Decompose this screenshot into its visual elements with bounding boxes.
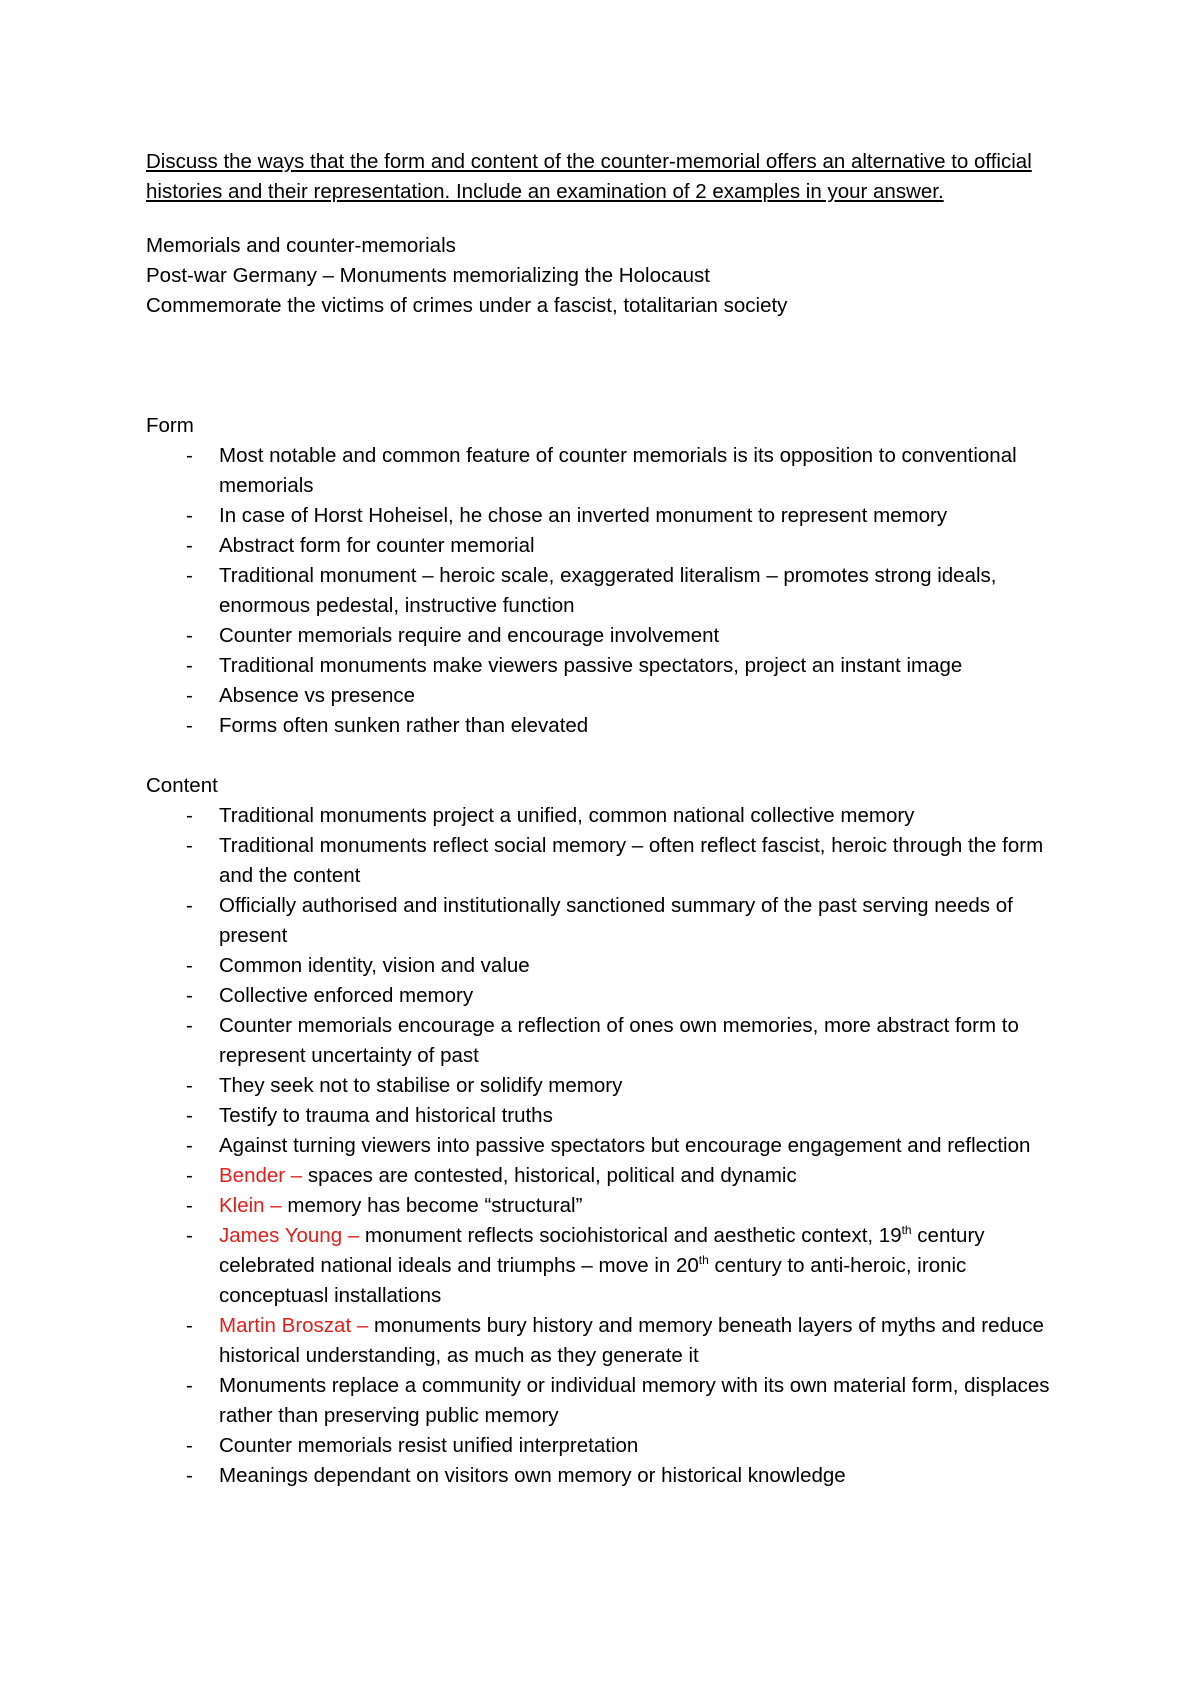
list-item bbox=[146, 891, 1066, 951]
essay-question: Discuss the ways that the form and content of the counter-memorial offers an alternative to official histories and their representation. Include an examination of 2 examples in your answer. bbox=[146, 150, 1032, 203]
bullet-dash: - bbox=[186, 1164, 193, 1187]
list-item-text: Traditional monuments make viewers passive spectators, project an instant image bbox=[219, 654, 963, 677]
content-heading: Content bbox=[146, 774, 218, 797]
list-item-text: Traditional monuments reflect social memory – often reflect fascist, heroic through the form and the content bbox=[219, 834, 1044, 887]
list-item bbox=[146, 801, 1066, 831]
list-item bbox=[146, 1371, 1066, 1431]
list-item-text: monument reflects sociohistorical and aesthetic context, 19 bbox=[359, 1224, 902, 1247]
bullet-dash: - bbox=[186, 984, 193, 1007]
bullet-dash: - bbox=[186, 504, 193, 527]
list-item-text: Counter memorials resist unified interpretation bbox=[219, 1434, 639, 1457]
author-name: Klein – bbox=[219, 1194, 282, 1217]
bullet-dash: - bbox=[186, 444, 193, 467]
list-item-text: Forms often sunken rather than elevated bbox=[219, 714, 589, 737]
list-item-broszat bbox=[146, 1311, 1066, 1371]
list-item bbox=[146, 531, 1066, 561]
list-item-text: Absence vs presence bbox=[219, 684, 416, 707]
list-item-text: Monuments replace a community or individual memory with its own material form, displaces rather than preserving public memory bbox=[219, 1374, 1050, 1427]
form-list bbox=[146, 441, 1066, 741]
list-item-bender bbox=[146, 1161, 1066, 1191]
bullet-dash: - bbox=[186, 624, 193, 647]
author-name: Bender – bbox=[219, 1164, 303, 1187]
list-item-klein bbox=[146, 1191, 1066, 1221]
list-item-text: century to anti-heroic, ironic conceptuasl installations bbox=[219, 1254, 967, 1307]
author-name: James Young – bbox=[219, 1224, 360, 1247]
bullet-dash: - bbox=[186, 1314, 193, 1337]
bullet-dash: - bbox=[186, 534, 193, 557]
list-item bbox=[146, 1431, 1066, 1461]
bullet-dash: - bbox=[186, 1464, 193, 1487]
list-item bbox=[146, 681, 1066, 711]
list-item-text: Abstract form for counter memorial bbox=[219, 534, 535, 557]
list-item bbox=[146, 441, 1066, 501]
intro-notes bbox=[146, 231, 1066, 321]
list-item-text: Officially authorised and institutionally sanctioned summary of the past serving needs of present bbox=[219, 894, 1013, 947]
list-item bbox=[146, 1071, 1066, 1101]
list-item bbox=[146, 1011, 1066, 1071]
bullet-dash: - bbox=[186, 564, 193, 587]
bullet-dash: - bbox=[186, 894, 193, 917]
content-list bbox=[146, 801, 1066, 1491]
list-item bbox=[146, 831, 1066, 891]
list-item-text: In case of Horst Hoheisel, he chose an inverted monument to represent memory bbox=[219, 504, 948, 527]
form-section bbox=[146, 411, 1066, 741]
bullet-dash: - bbox=[186, 804, 193, 827]
bullet-dash: - bbox=[186, 1224, 193, 1247]
bullet-dash: - bbox=[186, 1104, 193, 1127]
bullet-dash: - bbox=[186, 834, 193, 857]
list-item bbox=[146, 501, 1066, 531]
bullet-dash: - bbox=[186, 1434, 193, 1457]
list-item bbox=[146, 1101, 1066, 1131]
form-heading: Form bbox=[146, 414, 194, 437]
list-item-text: Traditional monument – heroic scale, exaggerated literalism – promotes strong ideals, enormous pedestal, instructive function bbox=[219, 564, 997, 617]
list-item bbox=[146, 981, 1066, 1011]
bullet-dash: - bbox=[186, 1134, 193, 1157]
bullet-dash: - bbox=[186, 954, 193, 977]
intro-line: Commemorate the victims of crimes under a fascist, totalitarian society bbox=[146, 294, 788, 317]
bullet-dash: - bbox=[186, 1074, 193, 1097]
list-item bbox=[146, 951, 1066, 981]
list-item-text: Counter memorials require and encourage involvement bbox=[219, 624, 720, 647]
list-item-text: spaces are contested, historical, political and dynamic bbox=[302, 1164, 797, 1187]
content-section bbox=[146, 771, 1066, 1491]
bullet-dash: - bbox=[186, 654, 193, 677]
bullet-dash: - bbox=[186, 1194, 193, 1217]
author-name: Martin Broszat – bbox=[219, 1314, 369, 1337]
list-item bbox=[146, 1131, 1066, 1161]
list-item bbox=[146, 561, 1066, 621]
list-item-text: memory has become “structural” bbox=[281, 1194, 583, 1217]
list-item-text: Collective enforced memory bbox=[219, 984, 474, 1007]
list-item-text: monuments bury history and memory beneath layers of myths and reduce historical understanding, as much as they generate it bbox=[219, 1314, 1044, 1367]
list-item bbox=[146, 651, 1066, 681]
bullet-dash: - bbox=[186, 1014, 193, 1037]
list-item-text: Most notable and common feature of counter memorials is its opposition to conventional memorials bbox=[219, 444, 1017, 497]
list-item-text: Against turning viewers into passive spectators but encourage engagement and reflection bbox=[219, 1134, 1031, 1157]
list-item-text: century celebrated national ideals and triumphs – move in 20 bbox=[219, 1224, 985, 1277]
list-item bbox=[146, 711, 1066, 741]
list-item bbox=[146, 1461, 1066, 1491]
bullet-dash: - bbox=[186, 1374, 193, 1397]
superscript: th bbox=[901, 1223, 912, 1238]
document-body bbox=[146, 147, 1066, 1491]
intro-line: Post-war Germany – Monuments memorializing the Holocaust bbox=[146, 264, 710, 287]
superscript: th bbox=[698, 1253, 709, 1268]
intro-line: Memorials and counter-memorials bbox=[146, 234, 456, 257]
list-item-text: Meanings dependant on visitors own memory or historical knowledge bbox=[219, 1464, 846, 1487]
list-item-text: Common identity, vision and value bbox=[219, 954, 530, 977]
list-item-text: Counter memorials encourage a reflection of ones own memories, more abstract form to represent uncertainty of past bbox=[219, 1014, 1019, 1067]
bullet-dash: - bbox=[186, 714, 193, 737]
list-item bbox=[146, 621, 1066, 651]
list-item-text: Testify to trauma and historical truths bbox=[219, 1104, 553, 1127]
list-item-james-young bbox=[146, 1221, 1066, 1311]
bullet-dash: - bbox=[186, 684, 193, 707]
list-item-text: They seek not to stabilise or solidify memory bbox=[219, 1074, 623, 1097]
list-item-text: Traditional monuments project a unified, common national collective memory bbox=[219, 804, 915, 827]
